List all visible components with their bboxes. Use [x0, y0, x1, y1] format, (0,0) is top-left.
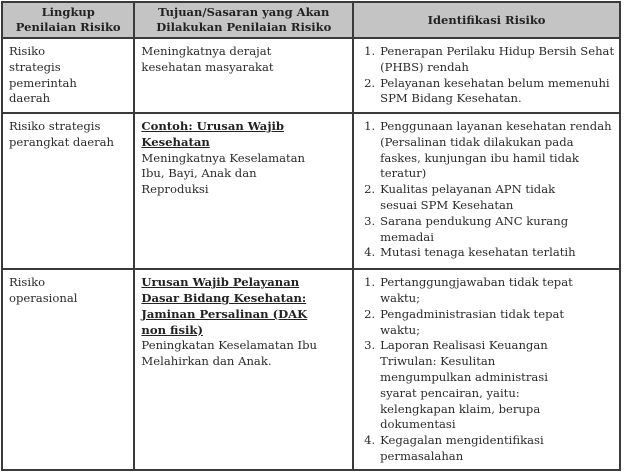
risk-item: Kegagalan mengidentifikasi permasalahan	[380, 433, 544, 463]
objective-cell	[134, 269, 353, 470]
risk-assessment-table	[1, 1, 621, 471]
scope-cell	[2, 113, 134, 269]
objective-heading: Urusan Wajib Pelayanan Dasar Bidang Kesehatan: Jaminan Persalinan (DAK non fisik)	[141, 275, 308, 337]
objective-text: Meningkatnya derajat kesehatan masyarakat	[141, 44, 274, 74]
risk-item: Sarana pendukung ANC kurang memadai	[380, 213, 569, 244]
objective-heading: Contoh: Urusan Wajib Kesehatan	[141, 119, 285, 149]
risk-item: Mutasi tenaga kesehatan terlatih	[380, 245, 576, 260]
header-objective-line-2: Dilakukan Penilaian Risiko	[156, 20, 332, 34]
risk-item: Penggunaan layanan kesehatan rendah (Persalinan tidak dilakukan pada faskes, kunjungan ibu hamil tidak teratur)	[380, 119, 612, 181]
risk-item: Penerapan Perilaku Hidup Bersih Sehat (PHBS) rendah	[380, 44, 615, 74]
scope-cell	[2, 269, 134, 470]
risk-list	[360, 275, 615, 465]
objective-text: Meningkatnya Keselamatan Ibu, Bayi, Anak dan Reproduksi	[141, 150, 306, 197]
header-scope-line-1: Lingkup	[41, 5, 95, 19]
risk-item: Pelayanan kesehatan belum memenuhi SPM Bidang Kesehatan.	[380, 75, 610, 106]
header-scope	[2, 2, 134, 38]
header-scope-line-2: Penilaian Risiko	[15, 20, 121, 34]
scope-text: Risiko strategis pemerintah daerah	[9, 44, 77, 106]
risk-list	[360, 119, 615, 261]
risk-list	[360, 44, 615, 107]
risk-item: Kualitas pelayanan APN tidak sesuai SPM Kesehatan	[380, 182, 556, 213]
scope-text: Risiko operasional	[9, 275, 78, 305]
header-risk-identification	[353, 2, 620, 38]
table-row	[2, 38, 620, 113]
table-row	[2, 269, 620, 470]
risk-item: Pertanggungjawaban tidak tepat waktu;	[380, 275, 573, 305]
scope-text: Risiko strategis perangkat daerah	[9, 119, 115, 149]
objective-cell	[134, 113, 353, 269]
header-risk-identification-label: Identifikasi Risiko	[427, 12, 546, 27]
header-objective	[134, 2, 353, 38]
objective-text: Peningkatan Keselamatan Ibu Melahirkan dan Anak.	[141, 338, 318, 369]
table-header-row	[2, 2, 620, 38]
risk-cell	[353, 113, 620, 269]
scope-cell	[2, 38, 134, 113]
header-objective-line-1: Tujuan/Sasaran yang Akan	[158, 5, 330, 19]
risk-item: Laporan Realisasi Keuangan Triwulan: Kesulitan mengumpulkan administrasi syarat pencairan, yaitu: kelengkapan klaim, berupa dokumentasi	[380, 338, 548, 432]
risk-cell	[353, 269, 620, 470]
objective-cell	[134, 38, 353, 113]
risk-item: Pengadministrasian tidak tepat waktu;	[380, 306, 565, 337]
table-row	[2, 113, 620, 269]
risk-cell	[353, 38, 620, 113]
